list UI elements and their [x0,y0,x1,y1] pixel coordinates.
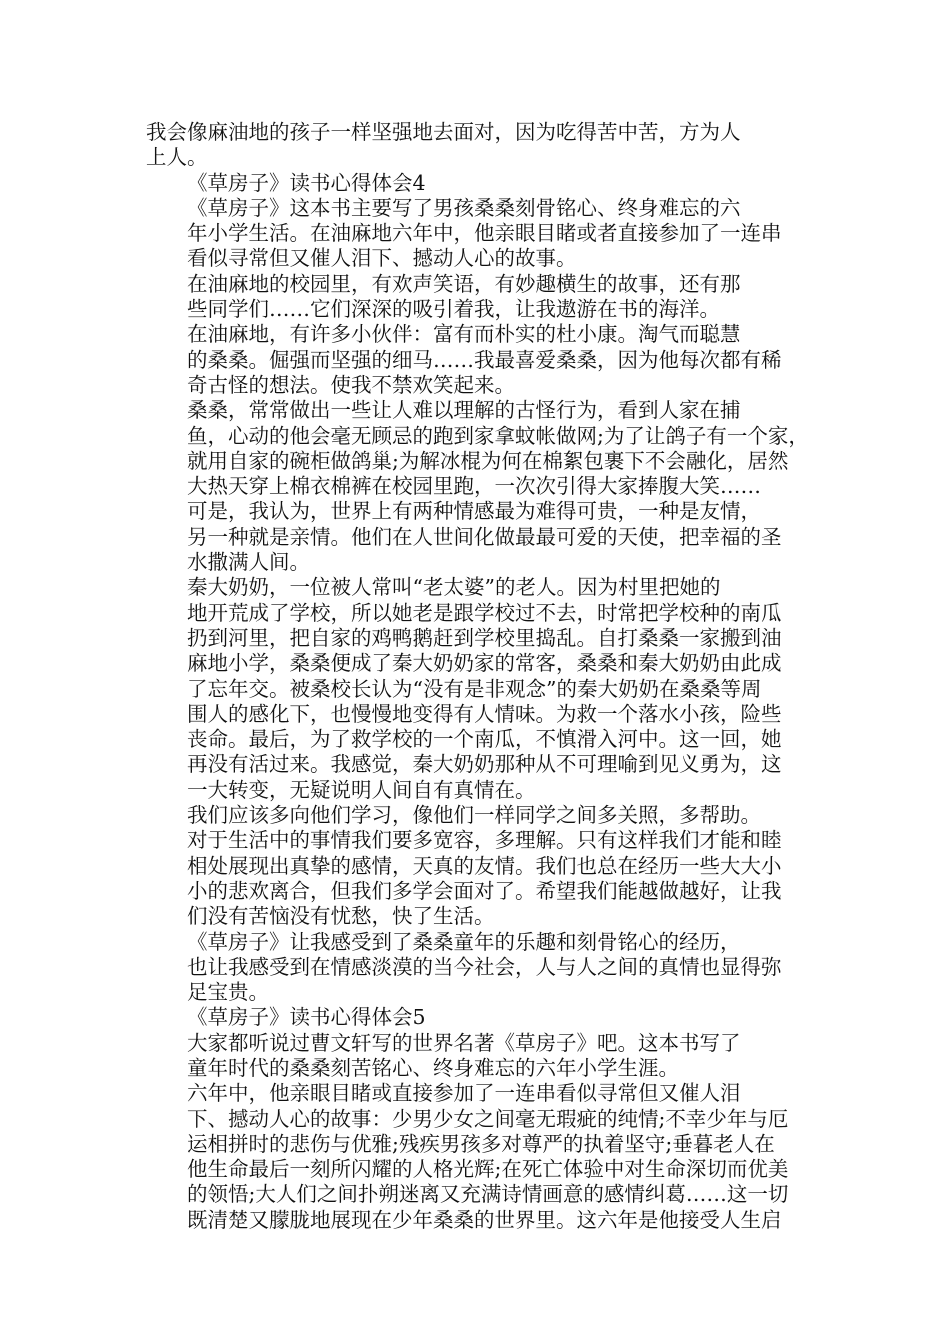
text-line: 丧命。最后，为了救学校的一个南瓜，不慎滑入河中。这一回，她 [187,727,782,752]
text-line: 我会像麻油地的孩子一样坚强地去面对，因为吃得苦中苦，方为人 [146,120,741,144]
text-line: 大热天穿上棉衣棉裤在校园里跑，一次次引得大家捧腹大笑…… [187,474,761,499]
text-line: 围人的感化下，也慢慢地变得有人情味。为救一个落水小孩，险些 [187,701,782,726]
text-line: 的桑桑。倔强而坚强的细马……我最喜爱桑桑，因为他每次都有稀 [187,347,782,372]
text-line: 足宝贵。 [187,980,269,1005]
text-line: 秦大奶奶，一位被人常叫“老太婆”的老人。因为村里把她的 [187,575,721,600]
section-heading [146,1005,806,1030]
text-line: 水撒满人间。 [187,550,310,575]
text-line: 在油麻地的校园里，有欢声笑语，有妙趣横生的故事，还有那 [187,271,741,296]
paragraph [146,398,809,499]
paragraph [146,1081,806,1233]
paragraph [146,322,806,398]
paragraph [146,1031,806,1082]
paragraph [146,120,806,171]
text-line: 《草房子》这本书主要写了男孩桑桑刻骨铭心、终身难忘的六 [187,195,741,220]
text-line: 对于生活中的事情我们要多宽容，多理解。只有这样我们才能和睦 [187,828,782,853]
text-line: 地开荒成了学校，所以她老是跟学校过不去，时常把学校种的南瓜 [187,600,782,625]
text-line: 就用自家的碗柜做鸽巢;为解冰棍为何在棉絮包裹下不会融化，居然 [187,448,789,473]
text-line: 运相拼时的悲伤与优雅;残疾男孩多对尊严的执着坚守;垂暮老人在 [187,1131,775,1156]
text-line: 相处展现出真挚的感情，天真的友情。我们也总在经历一些大大小 [187,853,782,878]
text-line: 了忘年交。被桑校长认为“没有是非观念”的秦大奶奶在桑桑等周 [187,676,762,701]
text-line: 也让我感受到在情感淡漠的当今社会，人与人之间的真情也显得弥 [187,954,782,979]
text-line: 六年中，他亲眼目睹或直接参加了一连串看似寻常但又催人泪 [187,1081,741,1106]
paragraph [146,803,806,929]
document-page [146,120,809,1233]
text-line: 童年时代的桑桑刻苦铭心、终身难忘的六年小学生涯。 [187,1055,679,1080]
text-line: 另一种就是亲情。他们在人世间化做最最可爱的天使，把幸福的圣 [187,524,782,549]
text-line: 《草房子》让我感受到了桑桑童年的乐趣和刻骨铭心的经历， [187,929,741,954]
paragraph [146,272,806,323]
text-line: 鱼，心动的他会毫无顾忌的跑到家拿蚊帐做网;为了让鸽子有一个家， [187,423,809,448]
paragraph [146,499,806,575]
text-line: 他生命最后一刻所闪耀的人格光辉;在死亡体验中对生命深切而优美 [187,1157,789,1182]
paragraph [146,930,806,1006]
text-line: 扔到河里，把自家的鸡鸭鹅赶到学校里捣乱。自打桑桑一家搬到油 [187,625,782,650]
text-line: 奇古怪的想法。使我不禁欢笑起来。 [187,372,515,397]
text-line: 们没有苦恼没有忧愁，快了生活。 [187,904,495,929]
heading-text: 《草房子》读书心得体会5 [187,1005,426,1030]
text-line: 下、撼动人心的故事：少男少女之间毫无瑕疵的纯情;不幸少年与厄 [187,1106,789,1131]
heading-text: 《草房子》读书心得体会4 [187,170,426,195]
text-line: 看似寻常但又催人泪下、撼动人心的故事。 [187,246,577,271]
text-line: 再没有活过来。我感觉，秦大奶奶那种从不可理喻到见义勇为，这 [187,752,782,777]
text-line: 小的悲欢离合，但我们多学会面对了。希望我们能越做越好，让我 [187,878,782,903]
text-line: 桑桑，常常做出一些让人难以理解的古怪行为，看到人家在捕 [187,398,741,423]
text-line: 年小学生活。在油麻地六年中，他亲眼目睹或者直接参加了一连串 [187,221,782,246]
text-line: 在油麻地，有许多小伙伴：富有而朴实的杜小康。淘气而聪慧 [187,322,741,347]
text-line: 大家都听说过曹文轩写的世界名著《草房子》吧。这本书写了 [187,1030,741,1055]
text-line: 一大转变，无疑说明人间自有真情在。 [187,777,536,802]
text-line: 我们应该多向他们学习，像他们一样同学之间多关照，多帮助。 [187,803,761,828]
paragraph [146,196,806,272]
text-line: 麻地小学，桑桑便成了秦大奶奶家的常客，桑桑和秦大奶奶由此成 [187,651,782,676]
section-heading [146,171,806,196]
text-line: 的领悟;大人们之间扑朔迷离又充满诗情画意的感情纠葛……这一切 [187,1182,789,1207]
text-line: 既清楚又朦胧地展现在少年桑桑的世界里。这六年是他接受人生启 [187,1207,782,1232]
paragraph [146,575,806,803]
text-line: 可是，我认为，世界上有两种情感最为难得可贵，一种是友情， [187,499,761,524]
text-line: 些同学们……它们深深的吸引着我，让我遨游在书的海洋。 [187,297,720,322]
text-line: 上人。 [146,145,208,170]
